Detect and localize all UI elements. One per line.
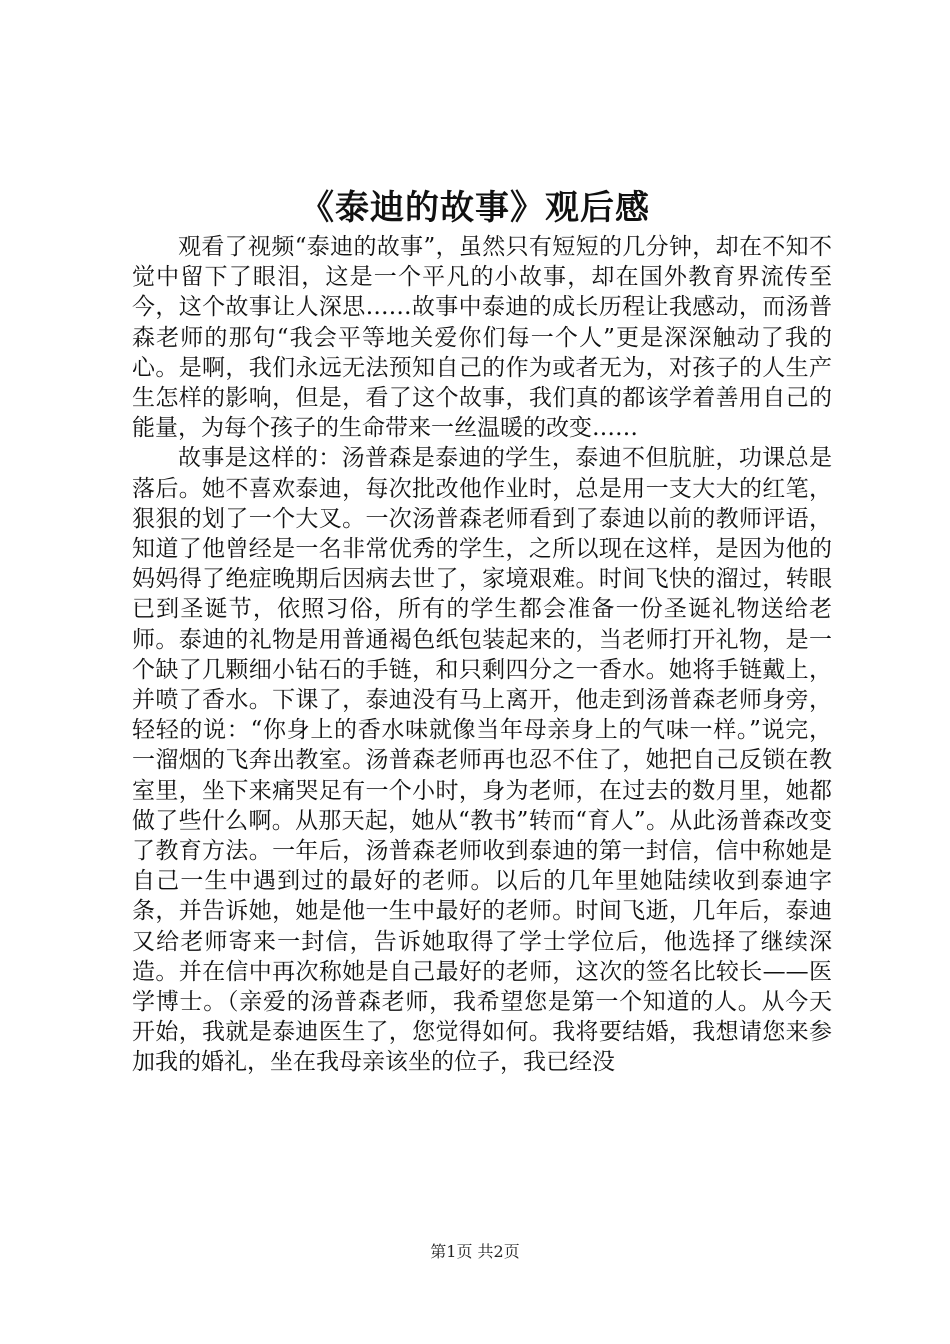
document-body bbox=[132, 232, 832, 1078]
document-title: 《泰迪的故事》观后感 bbox=[300, 188, 650, 228]
paragraph-story: 故事是这样的：汤普森是泰迪的学生，泰迪不但肮脏，功课总是落后。她不喜欢泰迪，每次批改他作业时，总是用一支大大的红笔，狠狠的划了一个大叉。一次汤普森老师看到了泰迪以前的教师评语，知道了他曾经是一名非常优秀的学生，之所以现在这样，是因为他的妈妈得了绝症晚期后因病去世了，家境艰难。时间飞快的溜过，转眼已到圣诞节，依照习俗，所有的学生都会准备一份圣诞礼物送给老师。泰迪的礼物是用普通褐色纸包装起来的，当老师打开礼物，是一个缺了几颗细小钻石的手链，和只剩四分之一香水。她将手链戴上，并喷了香水。下课了，泰迪没有马上离开，他走到汤普森老师身旁，轻轻的说：“你身上的香水味就像当年母亲身上的气味一样。”说完，一溜烟的飞奔出教室。汤普森老师再也忍不住了，她把自己反锁在教室里，坐下来痛哭足有一个小时，身为老师，在过去的数月里，她都做了些什么啊。从那天起，她从“教书”转而“育人”。从此汤普森改变了教育方法。一年后，汤普森老师收到泰迪的第一封信，信中称她是自己一生中遇到过的最好的老师。以后的几年里她陆续收到泰迪字条，并告诉她，她是他一生中最好的老师。时间飞逝，几年后，泰迪又给老师寄来一封信，告诉她取得了学士学位后，他选择了继续深造。并在信中再次称她是自己最好的老师，这次的签名比较长——医学博士。（亲爱的汤普森老师，我希望您是第一个知道的人。从今天开始，我就是泰迪医生了，您觉得如何。我将要结婚，我想请您来参加我的婚礼，坐在我母亲该坐的位子，我已经没 bbox=[132, 445, 832, 1076]
paragraph-intro: 观看了视频“泰迪的故事”，虽然只有短短的几分钟，却在不知不觉中留下了眼泪，这是一个平凡的小故事，却在国外教育界流传至今，这个故事让人深思……故事中泰迪的成长历程让我感动，而汤普森老师的那句“我会平等地关爱你们每一个人”更是深深触动了我的心。是啊，我们永远无法预知自己的作为或者无为，对孩子的人生产生怎样的影响，但是，看了这个故事，我们真的都该学着善用自己的能量，为每个孩子的生命带来一丝温暖的改变…… bbox=[132, 234, 832, 442]
page-number-footer: 第1页 共2页 bbox=[430, 1242, 520, 1261]
